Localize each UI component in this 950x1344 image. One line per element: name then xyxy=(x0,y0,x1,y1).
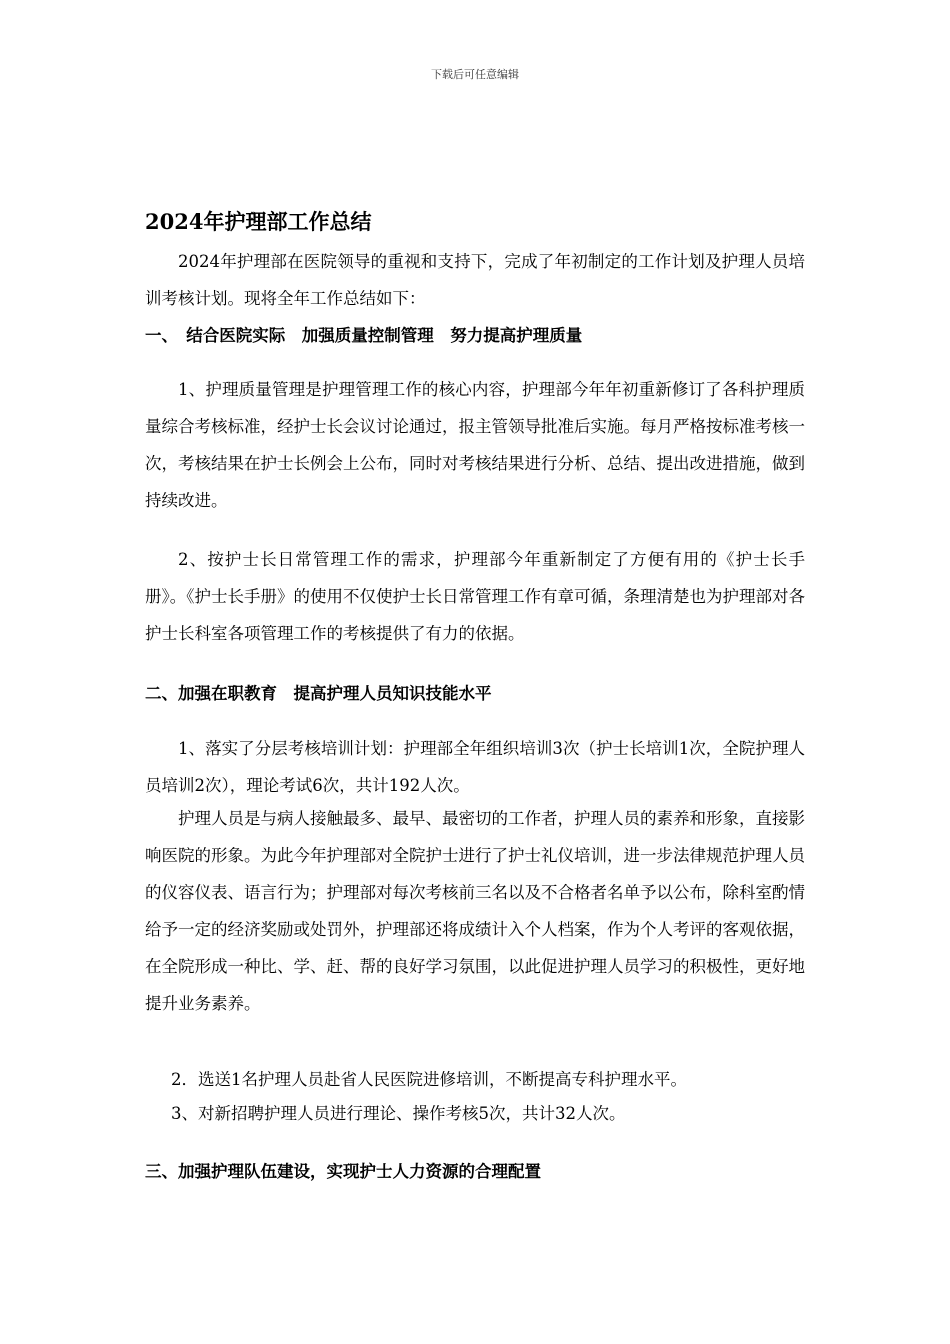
section-2-item-3: 3、对新招聘护理人员进行理论、操作考核5次，共计32人次。 xyxy=(171,1104,626,1123)
section-2-paragraph-2: 护理人员是与病人接触最多、最早、最密切的工作者，护理人员的素养和形象，直接影响医院的形象。为此今年护理部对全院护士进行了护士礼仪培训，进一步法律规范护理人员的仪容仪表、语言行为；护理部对每次考核前三名以及不合格者名单予以公布，除科室酌情给予一定的经济奖励或处罚外，护理部还将成绩计入个人档案，作为个人考评的客观依据，在全院形成一种比、学、赶、帮的良好学习氛围，以此促进护理人员学习的积极性，更好地提升业务素养。 xyxy=(145,809,805,1013)
document-title: 2024年护理部工作总结 xyxy=(145,209,372,234)
header-note: 下载后可任意编辑 xyxy=(431,68,519,81)
section-2-paragraph-1: 1、落实了分层考核培训计划：护理部全年组织培训3次（护士长培训1次，全院护理人员培训2次），理论考试6次，共计192人次。 xyxy=(145,739,805,795)
section-2-item-2: 2．选送1名护理人员赴省人民医院进修培训，不断提高专科护理水平。 xyxy=(171,1070,687,1089)
section-1-paragraph-1: 1、护理质量管理是护理管理工作的核心内容，护理部今年年初重新修订了各科护理质量综合考核标准，经护士长会议讨论通过，报主管领导批准后实施。每月严格按标准考核一次，考核结果在护士长例会上公布，同时对考核结果进行分析、总结、提出改进措施，做到持续改进。 xyxy=(145,380,805,510)
intro-paragraph: 2024年护理部在医院领导的重视和支持下，完成了年初制定的工作计划及护理人员培训考核计划。现将全年工作总结如下： xyxy=(145,252,805,308)
section-1-heading: 一、 结合医院实际 加强质量控制管理 努力提高护理质量 xyxy=(145,326,583,345)
section-1-paragraph-2: 2、按护士长日常管理工作的需求，护理部今年重新制定了方便有用的《护士长手册》。《护士长手册》的使用不仅使护士长日常管理工作有章可循，条理清楚也为护理部对各护士长科室各项管理工作的考核提供了有力的依据。 xyxy=(145,550,805,643)
section-3-heading: 三、加强护理队伍建设，实现护士人力资源的合理配置 xyxy=(145,1162,541,1181)
section-2-heading: 二、加强在职教育 提高护理人员知识技能水平 xyxy=(145,684,492,703)
